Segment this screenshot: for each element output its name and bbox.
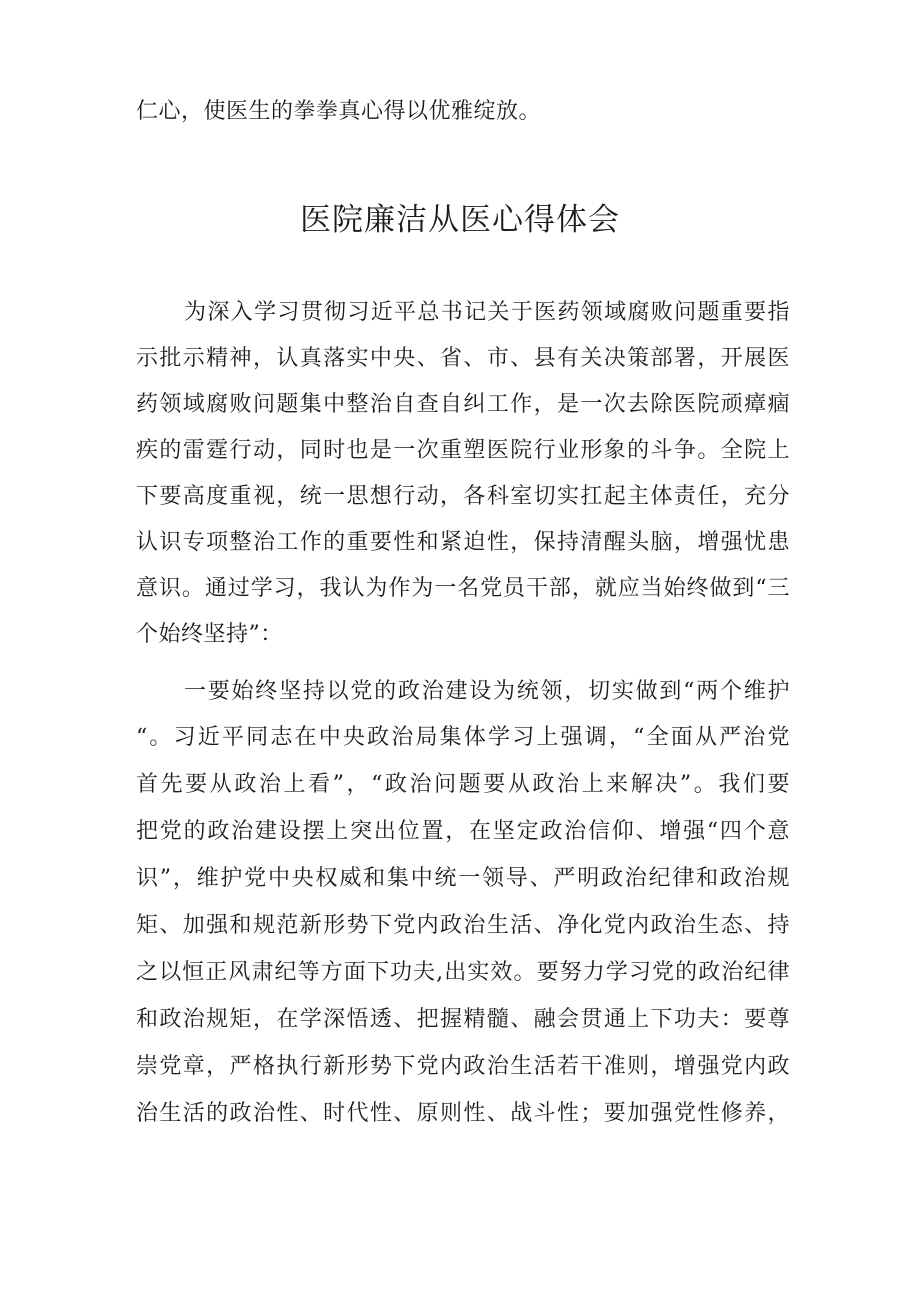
page-title: 医院廉洁从医心得体会 [300,202,620,238]
paragraph-line: 首先要从政治上看”，“政治问题要从政治上来解决”。我们要 [136,772,790,797]
paragraph-line: 意识。通过学习，我认为作为一名党员干部，就应当始终做到“三 [136,576,790,601]
paragraph-line: 崇党章，严格执行新形势下党内政治生活若干准则，增强党内政 [136,1054,790,1079]
paragraph-line: 一要始终坚持以党的政治建设为统领，切实做到“两个维护 [184,679,790,704]
paragraph-line: 把党的政治建设摆上突出位置，在坚定政治信仰、增强“四个意 [136,819,790,844]
paragraph-line: 疾的雷霆行动，同时也是一次重塑医院行业形象的斗争。全院上 [136,438,790,463]
paragraph-line: 认识专项整治工作的重要性和紧迫性，保持清醒头脑，增强忧患 [136,530,790,555]
carryover-line: 仁心，使医生的拳拳真心得以优雅绽放。 [136,99,542,124]
paragraph-line: 治生活的政治性、时代性、原则性、战斗性；要加强党性修养， [136,1101,790,1126]
paragraph-line: 为深入学习贯彻习近平总书记关于医药领域腐败问题重要指 [184,300,790,325]
paragraph-line: 识”，维护党中央权威和集中统一领导、严明政治纪律和政治规 [136,866,790,891]
paragraph-line: 药领域腐败问题集中整治自查自纠工作，是一次去除医院顽瘴痼 [136,392,790,417]
paragraph-line: 矩、加强和规范新形势下党内政治生活、净化党内政治生态、持 [136,913,790,938]
paragraph-line: “。习近平同志在中央政治局集体学习上强调，“全面从严治党 [136,725,790,750]
paragraph-line: 和政治规矩，在学深悟透、把握精髓、融会贯通上下功夫：要尊 [136,1007,790,1032]
paragraph-line: 下要高度重视，统一思想行动，各科室切实扛起主体责任，充分 [136,484,790,509]
paragraph-line: 之以恒正风肃纪等方面下功夫,出实效。要努力学习党的政治纪律 [136,960,790,985]
paragraph-line: 个始终坚持”： [136,622,283,647]
paragraph-line: 示批示精神，认真落实中央、省、市、县有关决策部署，开展医 [136,346,790,371]
